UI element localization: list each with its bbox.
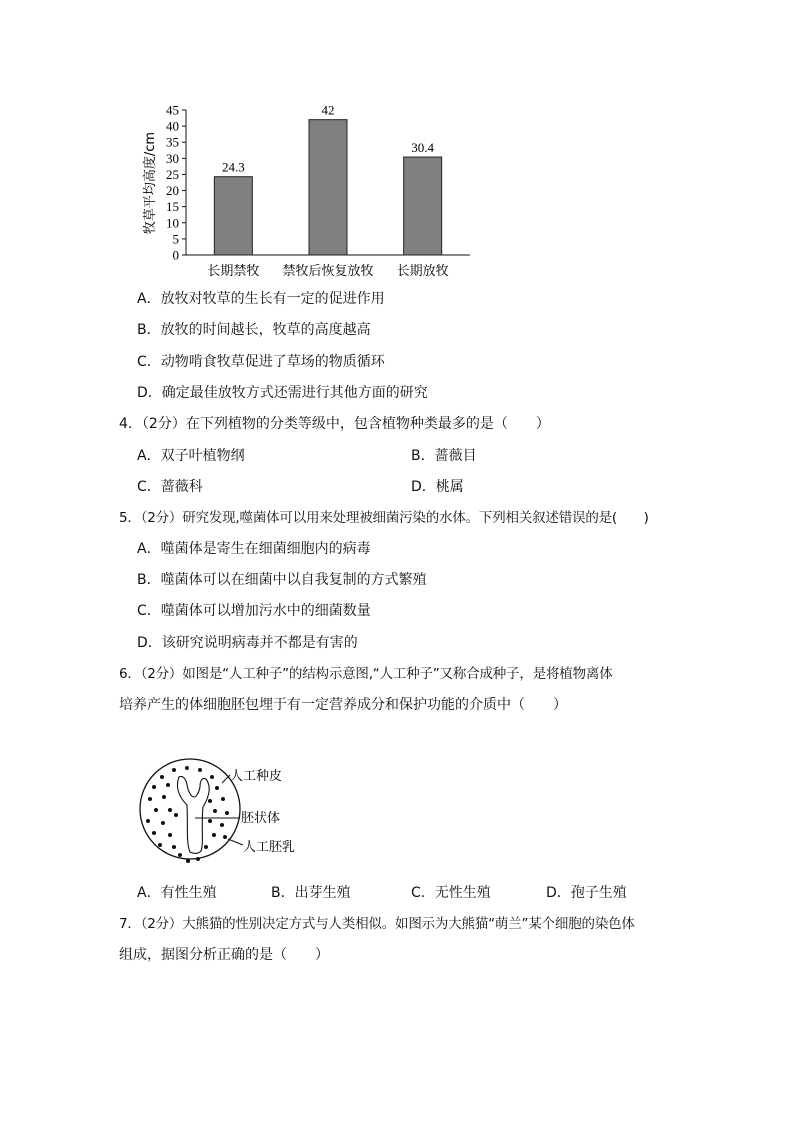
endosperm-dot (186, 859, 190, 863)
q3-option-c: C．动物啃食牧草促进了草场的物质循环 (137, 354, 385, 370)
endosperm-dot (196, 857, 200, 861)
q7-stem-line2: 组成，据图分析正确的是（ ） (119, 947, 329, 963)
endosperm-dot (166, 783, 170, 787)
endosperm-dot (161, 821, 165, 825)
label-embryoid: 胚状体 (241, 811, 281, 826)
x-category-label: 长期放牧 (396, 264, 449, 279)
x-category-label: 长期禁牧 (207, 264, 260, 279)
q5-stem: 5．（2分）研究发现,噬菌体可以用来处理被细菌污染的水体。下列相关叙述错误的是( ) (119, 510, 649, 526)
artificial-seed-diagram (130, 755, 330, 870)
endosperm-dot (198, 768, 202, 772)
y-tick-label: 45 (166, 102, 179, 118)
x-category-label: 禁牧后恢复放牧 (282, 264, 374, 279)
y-tick-label: 35 (166, 134, 179, 150)
q3-option-d: D．确定最佳放牧方式还需进行其他方面的研究 (137, 385, 428, 401)
endosperm-dot (168, 808, 172, 812)
endosperm-dot (185, 766, 189, 770)
q4-option-c: C．蔷薇科 (137, 479, 203, 495)
bar-2 (309, 120, 347, 255)
y-tick-label: 40 (166, 118, 179, 134)
label-artificial-seed-coat: 人工种皮 (230, 769, 283, 784)
endosperm-dot (152, 785, 156, 789)
x-axis-labels (207, 263, 448, 279)
q5-option-d: D．该研究说明病毒并不都是有害的 (137, 635, 358, 651)
q5-option-c: C．噬菌体可以增加污水中的细菌数量 (137, 603, 371, 619)
label-artificial-endosperm: 人工胚乳 (243, 840, 296, 855)
bar-3 (404, 157, 442, 255)
q6-option-b: B．出芽生殖 (271, 885, 351, 901)
q4-option-a: A．双子叶植物纲 (137, 448, 245, 464)
q6-stem-line1: 6．（2分）如图是“人工种子”的结构示意图,“人工种子”又称合成种子，是将植物离体 (119, 666, 613, 682)
q6-option-c: C．无性生殖 (411, 885, 491, 901)
endosperm-dot (158, 843, 162, 847)
y-tick-label: 25 (166, 166, 179, 182)
q4-option-d: D．桃属 (411, 479, 464, 495)
endosperm-dot (223, 835, 227, 839)
q4-option-b: B．蔷薇目 (411, 448, 477, 464)
endosperm-dot (160, 775, 164, 779)
endosperm-dot (152, 831, 156, 835)
q5-option-b: B．噬菌体可以在细菌中以自我复制的方式繁殖 (137, 572, 427, 588)
endosperm-dot (172, 845, 176, 849)
bar-1 (214, 177, 252, 255)
q6-option-a: A．有性生殖 (137, 885, 217, 901)
endosperm-dot (154, 808, 158, 812)
endosperm-dot (172, 768, 176, 772)
endosperm-dot (168, 833, 172, 837)
bar-chart (130, 95, 490, 285)
endosperm-dot (212, 833, 216, 837)
y-tick-label: 5 (172, 231, 179, 247)
embryoid-shape (177, 776, 209, 853)
endosperm-dot (146, 819, 150, 823)
endosperm-dot (220, 823, 224, 827)
endosperm-dot (213, 809, 217, 813)
endosperm-dot (204, 845, 208, 849)
endosperm-dot (208, 819, 212, 823)
y-tick-label: 10 (166, 215, 179, 231)
q7-stem-line1: 7．（2分）大熊猫的性别决定方式与人类相似。如图示为大熊猫“萌兰”某个细胞的染色体 (119, 916, 635, 932)
endosperm-dot (208, 799, 212, 803)
y-tick-label: 20 (166, 183, 179, 199)
endosperm-dot (174, 813, 178, 817)
endosperm-dot (148, 797, 152, 801)
bars (214, 103, 441, 255)
y-tick-label: 0 (172, 247, 179, 263)
q3-option-b: B．放牧的时间越长，牧草的高度越高 (137, 322, 371, 338)
endosperm-dot (221, 797, 225, 801)
pointer-line-endosperm (228, 839, 243, 845)
y-tick-label: 15 (166, 199, 179, 215)
pointer-line-seed-coat (222, 775, 230, 783)
endosperm-dot (215, 786, 219, 790)
endosperm-dot (210, 775, 214, 779)
endosperm-dot (178, 853, 182, 857)
q6-option-d: D．孢子生殖 (546, 885, 627, 901)
bar-value-label: 30.4 (411, 140, 435, 156)
bar-value-label: 42 (321, 102, 335, 118)
y-tick-label: 30 (166, 150, 179, 166)
q4-stem: 4．（2分）在下列植物的分类等级中，包含植物种类最多的是（ ） (119, 416, 550, 432)
q5-option-a: A．噬菌体是寄生在细菌细胞内的病毒 (137, 541, 371, 557)
bar-value-label: 24.3 (221, 159, 245, 175)
endosperm-dot (225, 811, 229, 815)
endosperm-dot (162, 795, 166, 799)
y-axis-label: 牧草平均高度/cm (143, 131, 158, 235)
q6-stem-line2: 培养产生的体细胞胚包埋于有一定营养成分和保护功能的介质中（ ） (119, 697, 567, 713)
q3-option-a: A．放牧对牧草的生长有一定的促进作用 (137, 291, 385, 307)
